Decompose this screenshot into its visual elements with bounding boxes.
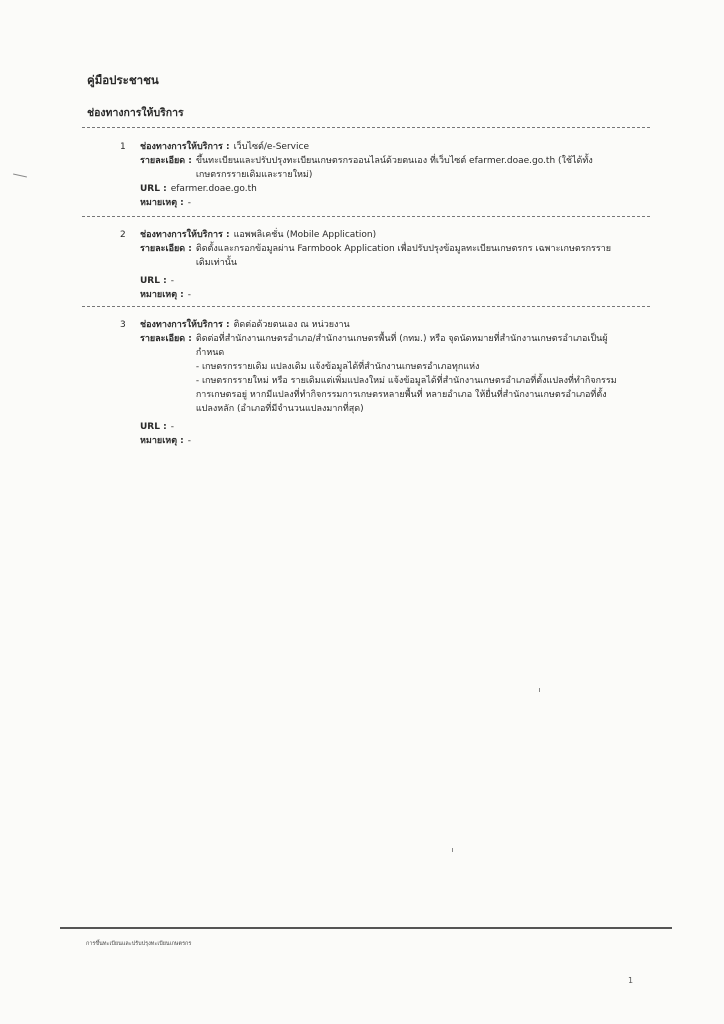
channel-label: ช่องทางการให้บริการ :	[140, 230, 230, 240]
detail-value: ขึ้นทะเบียนและปรับปรุงทะเบียนเกษตรกรออนไลน์ด้วยตนเอง ที่เว็บไซต์ efarmer.doae.go.th (ใช้ได้ทั้ง เกษตรกรรายเดิมและรายใหม่)	[195, 156, 593, 180]
divider	[82, 306, 650, 307]
divider	[82, 216, 650, 217]
scan-speck	[452, 848, 453, 852]
url-value: -	[170, 276, 174, 286]
channel-number: 1	[120, 142, 126, 152]
url-value: efarmer.doae.go.th	[170, 184, 257, 194]
url-label: URL :	[140, 184, 167, 194]
url-label: URL :	[140, 276, 167, 286]
url-value: -	[170, 422, 174, 432]
note-value: -	[187, 436, 192, 446]
page-number: 1	[628, 976, 634, 985]
footer-divider	[60, 927, 672, 929]
channel-label: ช่องทางการให้บริการ :	[140, 320, 230, 330]
note-label: หมายเหตุ :	[140, 436, 184, 446]
channel-value: แอพพลิเคชั่น (Mobile Application)	[233, 230, 377, 240]
detail-value: ติดตั้งและกรอกข้อมูลผ่าน Farmbook Application เพื่อปรับปรุงข้อมูลทะเบียนเกษตรกร เฉพาะเกษตรกรราย เดิมเท่านั้น	[195, 244, 612, 268]
service-channel-3	[120, 318, 660, 448]
channel-label: ช่องทางการให้บริการ :	[140, 142, 230, 152]
page-header: คู่มือประชาชน	[87, 73, 159, 87]
channel-value: ติดต่อด้วยตนเอง ณ หน่วยงาน	[233, 320, 350, 330]
section-title: ช่องทางการให้บริการ	[87, 107, 184, 119]
note-value: -	[187, 198, 192, 208]
url-label: URL :	[140, 422, 167, 432]
footer-text: การขึ้นทะเบียนและปรับปรุงทะเบียนเกษตรกร	[86, 941, 192, 947]
service-channel-1	[120, 140, 660, 210]
scan-speck	[13, 174, 27, 178]
channel-number: 2	[120, 230, 126, 240]
scan-speck	[539, 688, 540, 692]
channel-value: เว็บไซต์/e-Service	[233, 142, 309, 152]
service-channel-2	[120, 228, 660, 302]
detail-label: รายละเอียด :	[140, 334, 192, 344]
channel-number: 3	[120, 320, 126, 330]
note-value: -	[187, 290, 192, 300]
detail-label: รายละเอียด :	[140, 244, 192, 254]
note-label: หมายเหตุ :	[140, 290, 184, 300]
divider	[82, 127, 650, 128]
detail-value: ติดต่อที่สำนักงานเกษตรอำเภอ/สำนักงานเกษตรพื้นที่ (กทม.) หรือ จุดนัดหมายที่สำนักงานเกษตรอำเภอเป็นผู้ กำหนด - เกษตรกรรายเดิม แปลงเดิม แจ้งข้อมูลได้ที่สำนักงานเกษตรอำเภอทุกแห่ง - เกษตรกรรายใหม่ หรือ รายเดิมแต่เพิ่มแปลงใหม่ แจ้งข้อมูลได้ที่สำนักงานเกษตรอำเภอที่ตั้งแปลงที่ทำกิจกรรม การเกษตรอยู่ หากมีแปลงที่ทำกิจกรรมการเกษตรหลายพื้นที่ หลายอำเภอ ให้ยื่นที่สำนักงานเกษตรอำเภอที่ตั้ง แปลงหลัก (อำเภอที่มีจำนวนแปลงมากที่สุด)	[195, 334, 617, 414]
detail-label: รายละเอียด :	[140, 156, 192, 166]
note-label: หมายเหตุ :	[140, 198, 184, 208]
